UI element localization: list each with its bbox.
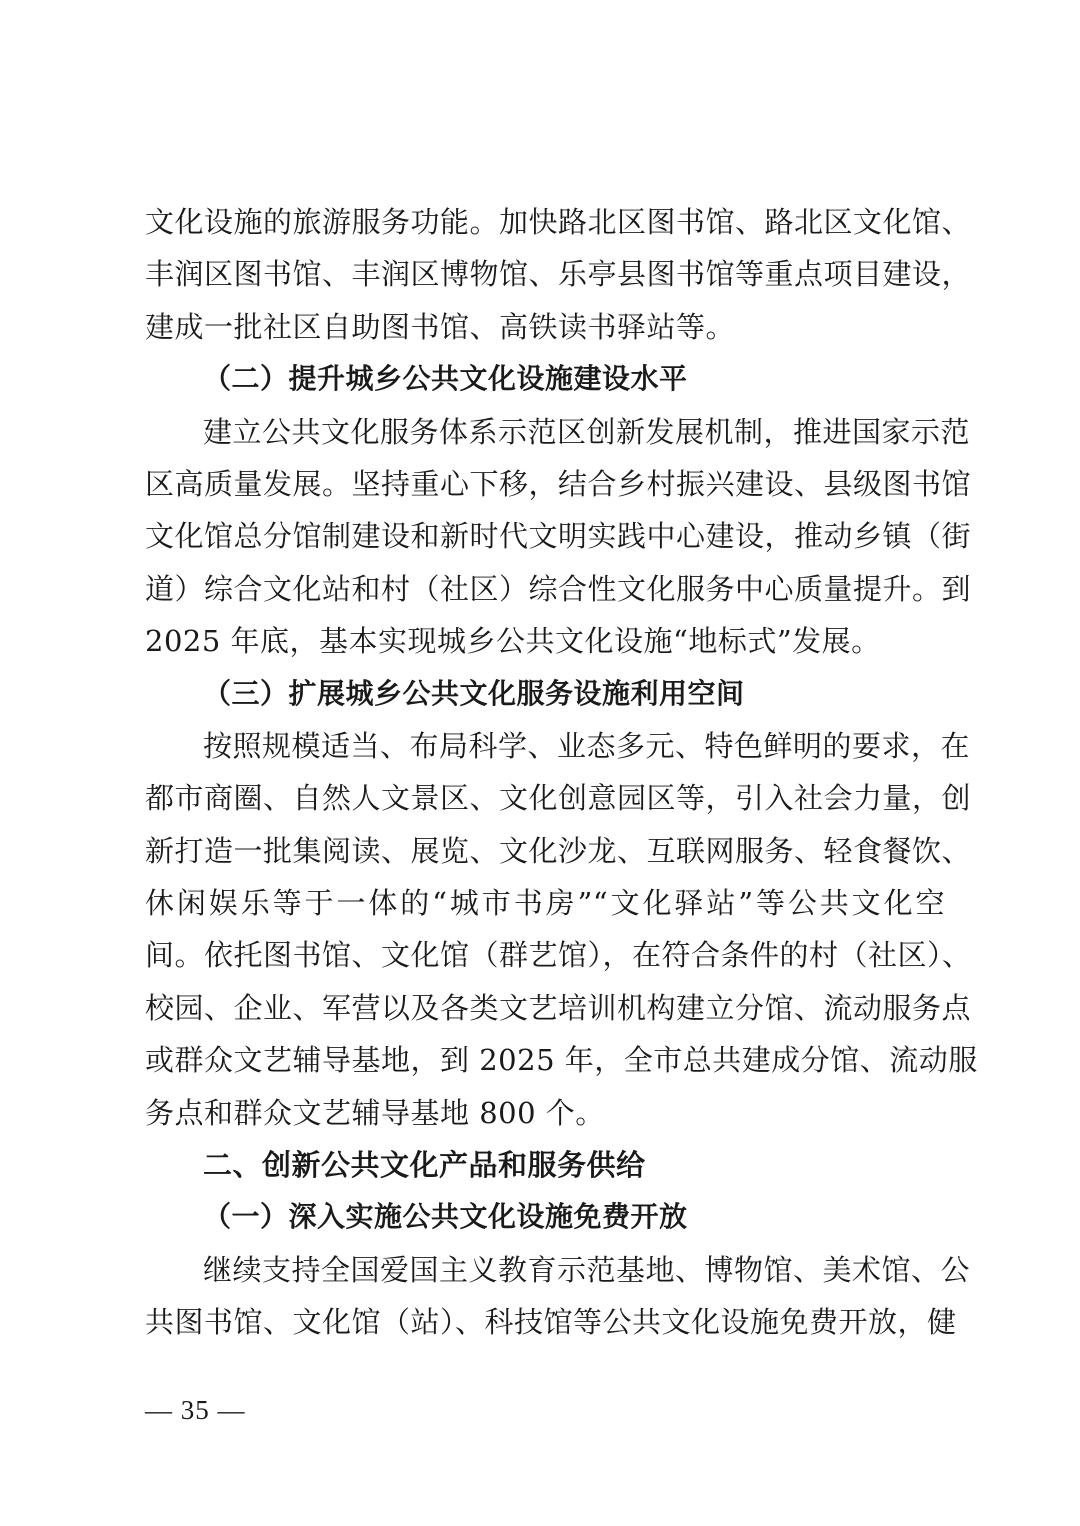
paragraph-line: 丰润区图书馆、丰润区博物馆、乐亭县图书馆等重点项目建设，: [145, 257, 972, 292]
paragraph-line: 建成一批社区自助图书馆、高铁读书驿站等。: [145, 309, 736, 344]
subsection-heading: （二）提升城乡公共文化设施建设水平: [203, 362, 688, 396]
paragraph-line: 共图书馆、文化馆（站）、科技馆等公共文化设施免费开放，健: [145, 1305, 957, 1340]
paragraph-line: 按照规模适当、布局科学、业态多元、特色鲜明的要求，在: [203, 728, 971, 763]
paragraph-line: 继续支持全国爱国主义教育示范基地、博物馆、美术馆、公: [203, 1252, 971, 1287]
paragraph-line: 建立公共文化服务体系示范区创新发展机制，推进国家示范: [203, 414, 971, 449]
paragraph-line: 务点和群众文艺辅导基地 800 个。: [145, 1095, 605, 1130]
paragraph-line: 校园、企业、军营以及各类文艺培训机构建立分馆、流动服务点: [145, 990, 972, 1025]
subsection-heading: （一）深入实施公共文化设施免费开放: [203, 1200, 688, 1234]
subsection-heading: （三）扩展城乡公共文化服务设施利用空间: [203, 676, 745, 710]
paragraph-line: 文化馆总分馆制建设和新时代文明实践中心建设，推动乡镇（街: [145, 519, 972, 554]
paragraph-line: 文化设施的旅游服务功能。加快路北区图书馆、路北区文化馆、: [145, 205, 972, 239]
section-heading: 二、创新公共文化产品和服务供给: [203, 1148, 646, 1183]
paragraph-line: 2025 年底，基本实现城乡公共文化设施“地标式”发展。: [145, 624, 881, 659]
paragraph-line: 都市商圈、自然人文景区、文化创意园区等，引入社会力量，创: [145, 781, 972, 816]
paragraph-line: 休闲娱乐等于一体的“城市书房”“文化驿站”等公共文化空: [145, 886, 945, 921]
paragraph-line: 新打造一批集阅读、展览、文化沙龙、互联网服务、轻食餐饮、: [145, 833, 972, 868]
paragraph-line: 区高质量发展。坚持重心下移，结合乡村振兴建设、县级图书馆: [145, 466, 972, 501]
paragraph-line: 或群众文艺辅导基地，到 2025 年，全市总共建成分馆、流动服: [145, 1043, 978, 1078]
document-body: [145, 196, 978, 1349]
paragraph-line: 道）综合文化站和村（社区）综合性文化服务中心质量提升。到: [145, 571, 972, 606]
page-number: — 35 —: [145, 1395, 246, 1425]
paragraph-line: 间。依托图书馆、文化馆（群艺馆），在符合条件的村（社区）、: [145, 938, 972, 973]
